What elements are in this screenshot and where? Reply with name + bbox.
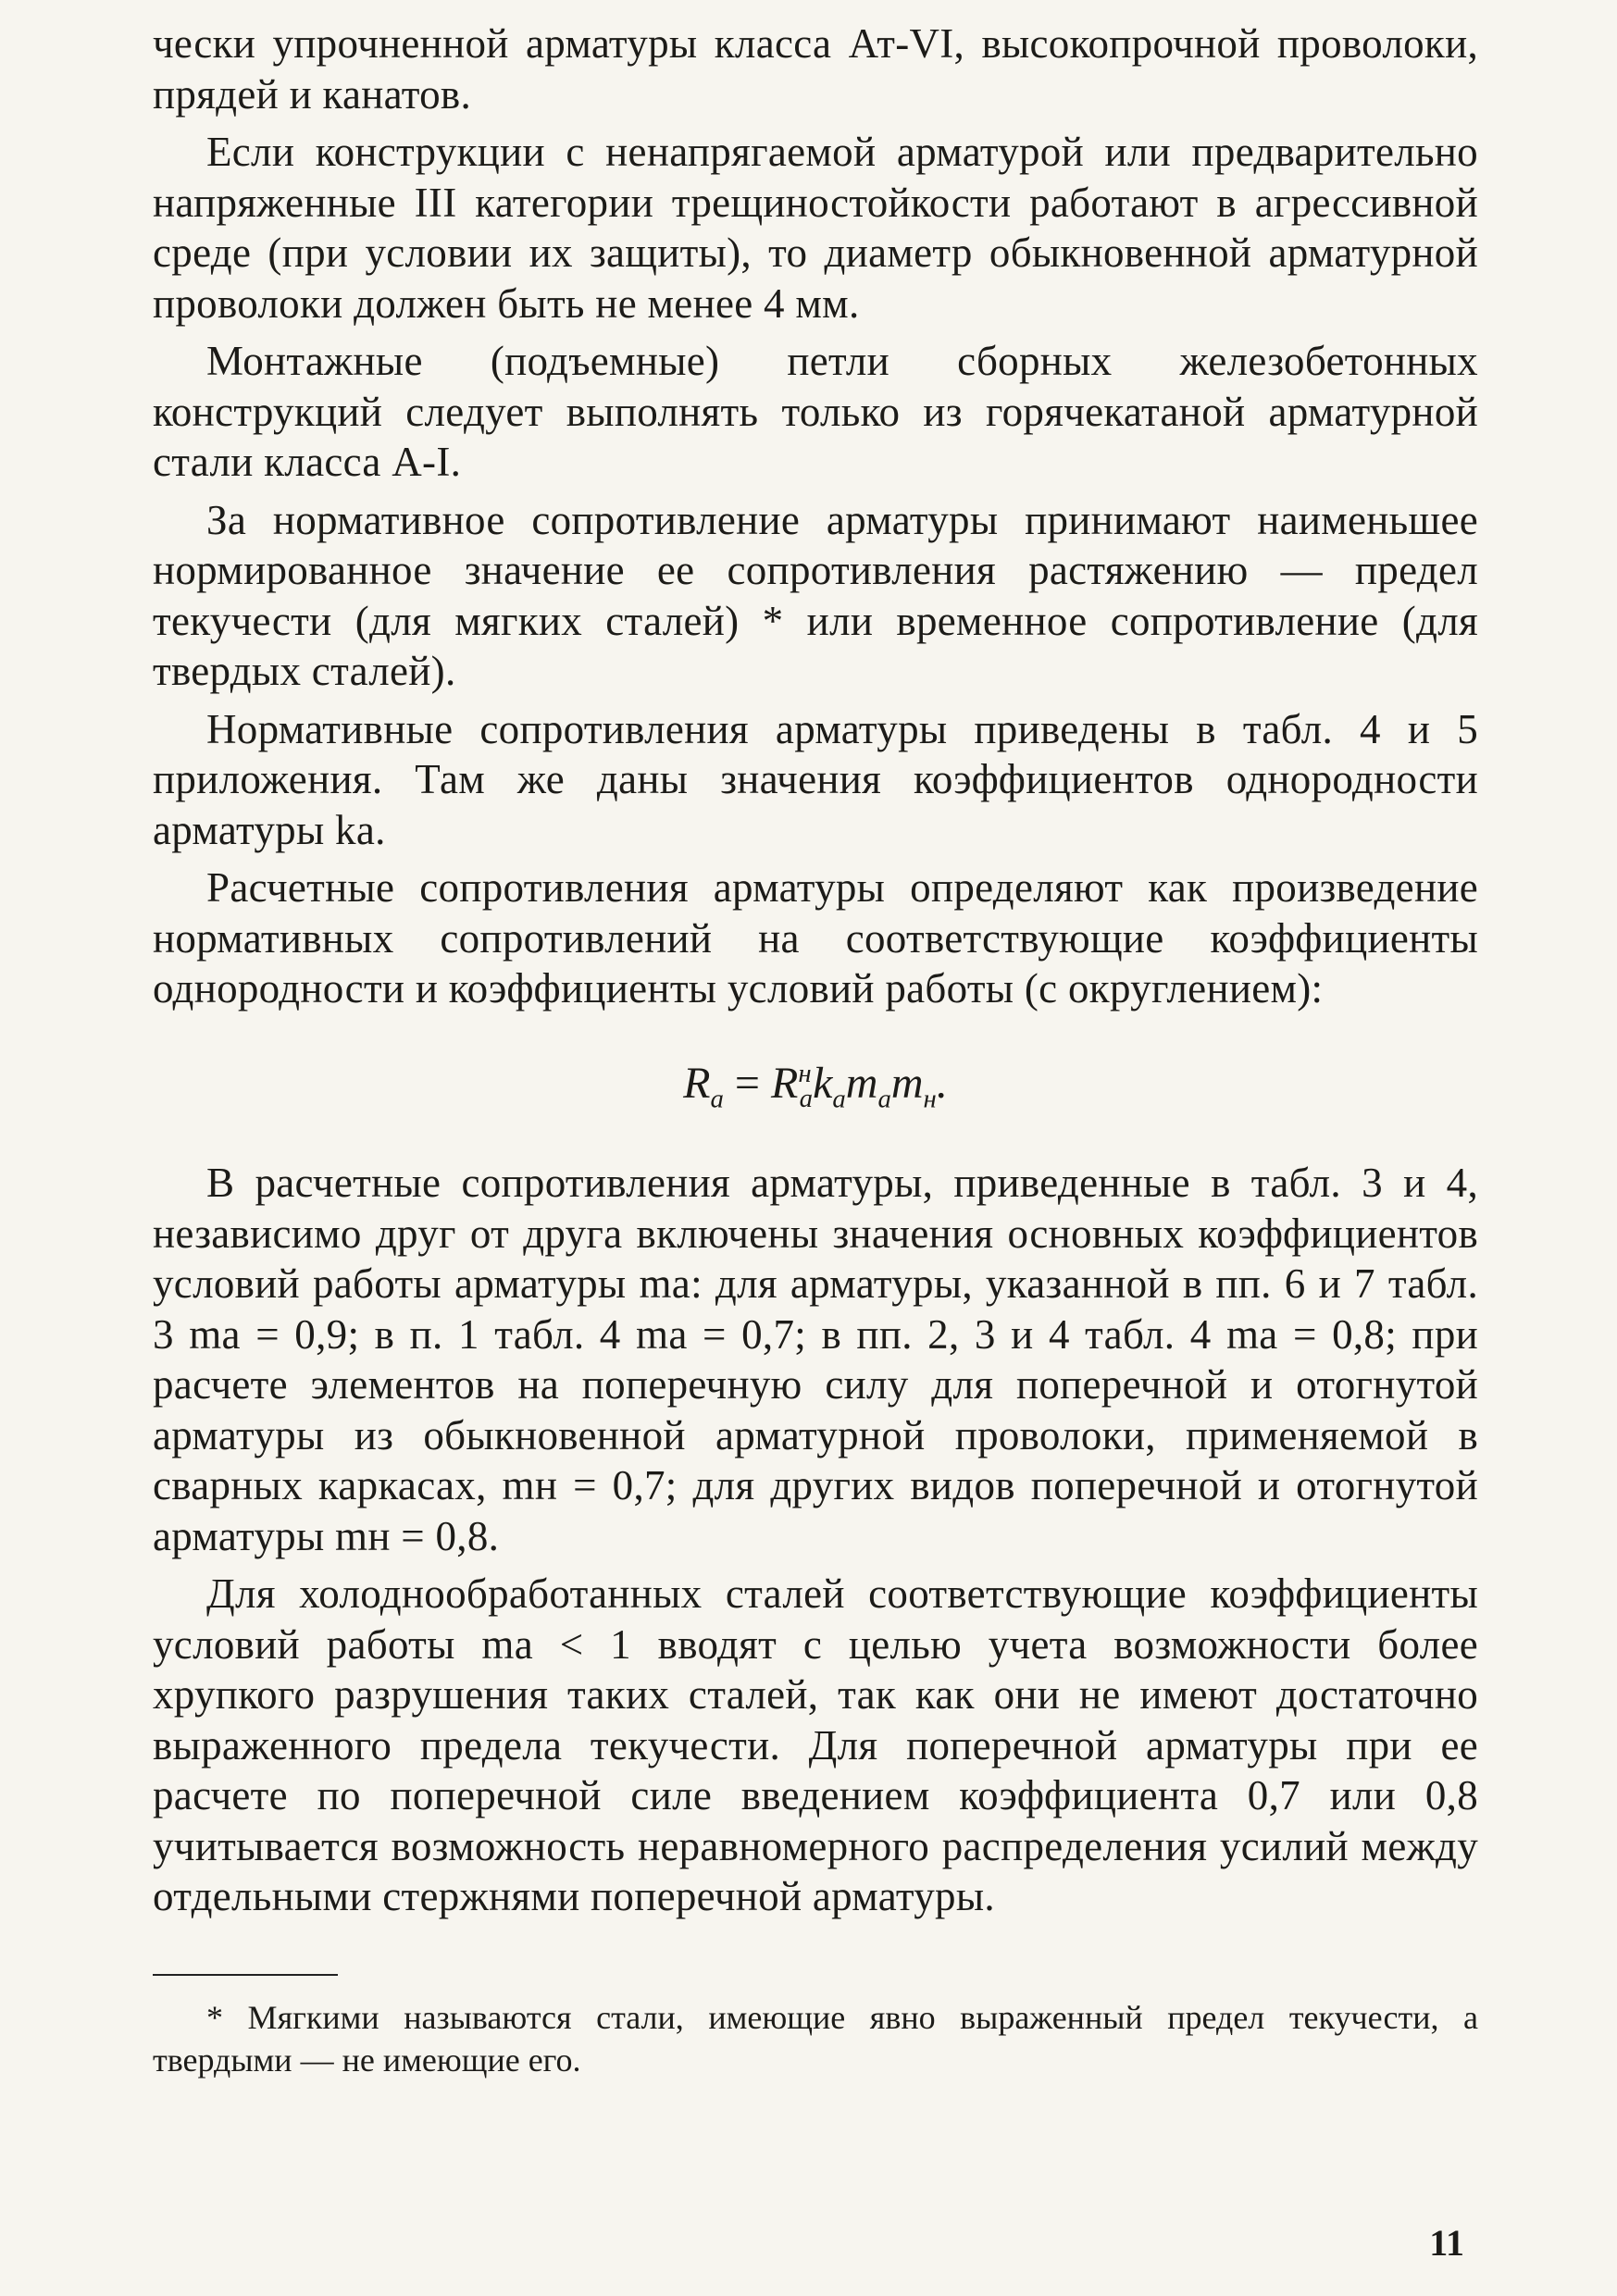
formula-lhs-sub: а: [710, 1084, 724, 1114]
paragraph-4: За нормативное сопротивление арматуры принимают наименьшее нормированное значение ее сопротивления растяжению — предел текучести (для мягких сталей) * или временное сопротивление (для твердых сталей).: [153, 496, 1478, 694]
paragraph-7: В расчетные сопротивления арматуры, приведенные в табл. 3 и 4, независимо друг от друга включены значения основных коэффициентов условий работы арматуры mа: для арматуры, указанной в пп. 6 и 7 табл. 3 mа = 0,9; в п. 1 табл. 4 mа = 0,7; в пп. 2, 3 и 4 табл. 4 mа = 0,8; при расчете элементов на поперечную силу для поперечной и отогнутой арматуры из обыкновенной арматурной проволоки, применяемой в сварных каркасах, mн = 0,7; для других видов поперечной и отогнутой арматуры mн = 0,8.: [153, 1160, 1478, 1559]
formula-term-r-sup: н: [798, 1058, 812, 1088]
paragraph-3: Монтажные (подъемные) петли сборных железобетонных конструкций следует выполнять только из горячекатаной арматурной стали класса А-I.: [153, 338, 1478, 485]
formula-eq: =: [734, 1058, 760, 1108]
footnote-divider: [153, 1974, 338, 1976]
paragraph-5: Нормативные сопротивления арматуры приведены в табл. 4 и 5 приложения. Там же даны значения коэффициентов однородности арматуры kа.: [153, 705, 1478, 853]
paragraph-8: Для холоднообработанных сталей соответствующие коэффициенты условий работы mа < 1 вводят с целью учета возможности более хрупкого разрушения таких сталей, так как они не имеют достаточно выраженного предела текучести. Для поперечной арматуры при ее расчете по поперечной силе введением коэффициента 0,7 или 0,8 учитывается возможность неравномерного распределения усилий между отдельными стержнями поперечной арматуры.: [153, 1570, 1478, 1920]
formula-term-mn: m: [890, 1058, 924, 1108]
page-number: 11: [1429, 2222, 1464, 2264]
formula-term-m: m: [845, 1058, 878, 1108]
formula-end: .: [936, 1058, 948, 1108]
paragraph-2: Если конструкции с ненапрягаемой арматурой или предварительно напряженные III категории трещиностойкости работают в агрессивной среде (при условии их защиты), то диаметр обыкновенной арматурной проволоки должен быть не менее 4 мм.: [153, 129, 1478, 327]
formula-term-k-sub: а: [832, 1084, 846, 1114]
footnote: * Мягкими называются стали, имеющие явно выраженный предел текучести, а твердыми — не имеющие его.: [153, 1998, 1478, 2079]
formula-term-mn-sub: н: [923, 1084, 937, 1114]
paragraph-6: Расчетные сопротивления арматуры определяют как произведение нормативных сопротивлений на соответствующие коэффициенты однородности и коэффициенты условий работы (с округлением):: [153, 864, 1478, 1011]
paragraph-1: чески упрочненной арматуры класса Ат-VI, высокопрочной проволоки, прядей и канатов.: [153, 20, 1478, 118]
formula-term-r-sub: а: [799, 1084, 814, 1114]
formula-term-r: R: [770, 1058, 799, 1108]
formula-term-m-sub: а: [877, 1084, 891, 1114]
formula-term-k: k: [813, 1058, 833, 1108]
formula: [153, 1046, 1478, 1127]
formula-lhs: R: [683, 1058, 711, 1108]
